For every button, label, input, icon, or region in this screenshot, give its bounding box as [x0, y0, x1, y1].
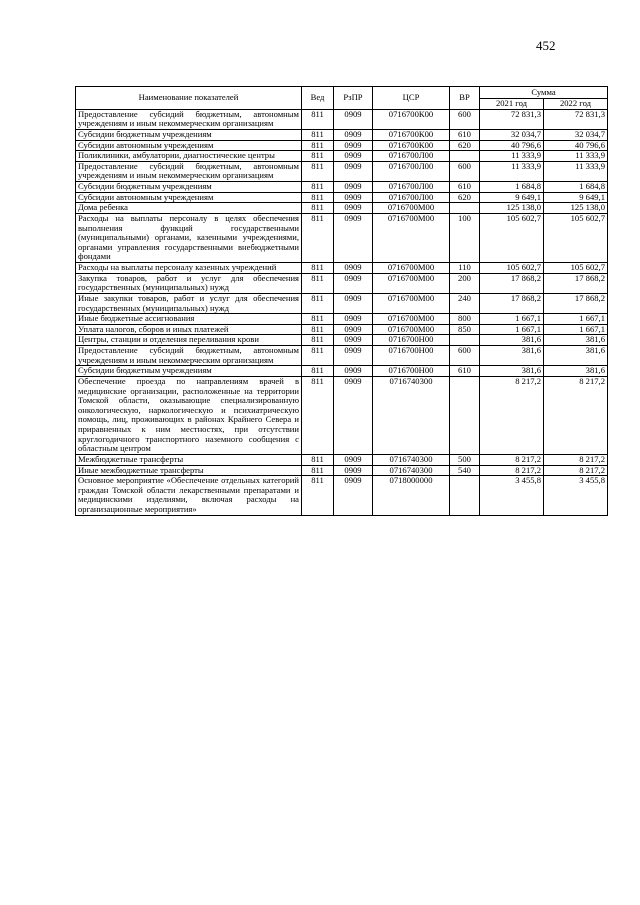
row-name: Субсидии автономным учреждениям — [76, 192, 302, 203]
row-rzpr: 0909 — [334, 203, 373, 214]
row-vr: 500 — [450, 454, 480, 465]
row-rzpr: 0909 — [334, 129, 373, 140]
header-year-2021: 2021 год — [480, 99, 544, 110]
row-amount-2021: 381,6 — [480, 335, 544, 346]
header-csr: ЦСР — [373, 87, 450, 110]
row-amount-2022: 8 217,2 — [544, 465, 608, 476]
row-amount-2022: 32 034,7 — [544, 129, 608, 140]
header-vr: ВР — [450, 87, 480, 110]
row-name: Дома ребенка — [76, 203, 302, 214]
row-vr: 620 — [450, 140, 480, 151]
row-amount-2022: 3 455,8 — [544, 476, 608, 516]
row-amount-2021: 105 602,7 — [480, 263, 544, 274]
row-amount-2021: 11 333,9 — [480, 161, 544, 181]
table-row — [76, 109, 608, 129]
row-amount-2021: 8 217,2 — [480, 454, 544, 465]
row-amount-2021: 8 217,2 — [480, 465, 544, 476]
row-amount-2022: 11 333,9 — [544, 151, 608, 162]
row-csr: 0716740300 — [373, 454, 450, 465]
row-rzpr: 0909 — [334, 151, 373, 162]
row-name: Центры, станции и отделения переливания крови — [76, 335, 302, 346]
row-amount-2022: 8 217,2 — [544, 454, 608, 465]
row-csr: 0716700К00 — [373, 140, 450, 151]
row-csr: 0716740300 — [373, 465, 450, 476]
row-amount-2022: 1 667,1 — [544, 314, 608, 325]
row-vr: 100 — [450, 213, 480, 262]
table-row — [76, 273, 608, 293]
row-ved: 811 — [302, 465, 334, 476]
row-vr: 600 — [450, 346, 480, 366]
table-body — [76, 109, 608, 515]
row-amount-2022: 17 868,2 — [544, 273, 608, 293]
row-csr: 0716700Л00 — [373, 161, 450, 181]
row-name: Расходы на выплаты персоналу в целях обеспечения выполнения функций государственными (муниципальными) органами, казенными учреждениями, органами управления государственными внебюджетными фондами — [76, 213, 302, 262]
row-name: Расходы на выплаты персоналу казенных учреждений — [76, 263, 302, 274]
row-ved: 811 — [302, 140, 334, 151]
row-csr: 0716700М00 — [373, 273, 450, 293]
row-amount-2022: 105 602,7 — [544, 213, 608, 262]
row-name: Субсидии бюджетным учреждениям — [76, 129, 302, 140]
table-row — [76, 324, 608, 335]
row-amount-2022: 9 649,1 — [544, 192, 608, 203]
row-amount-2021: 32 034,7 — [480, 129, 544, 140]
row-csr: 0716700М00 — [373, 324, 450, 335]
row-amount-2022: 1 667,1 — [544, 324, 608, 335]
row-rzpr: 0909 — [334, 213, 373, 262]
budget-table — [75, 86, 608, 516]
row-ved: 811 — [302, 161, 334, 181]
row-vr: 610 — [450, 182, 480, 193]
row-amount-2022: 381,6 — [544, 346, 608, 366]
row-amount-2022: 8 217,2 — [544, 376, 608, 454]
row-csr: 0716700М00 — [373, 213, 450, 262]
row-csr: 0716700Н00 — [373, 366, 450, 377]
row-rzpr: 0909 — [334, 273, 373, 293]
row-vr: 610 — [450, 129, 480, 140]
header-sum: Сумма — [480, 87, 608, 99]
row-rzpr: 0909 — [334, 109, 373, 129]
row-vr — [450, 151, 480, 162]
row-rzpr: 0909 — [334, 465, 373, 476]
row-ved: 811 — [302, 151, 334, 162]
row-ved: 811 — [302, 293, 334, 313]
row-csr: 0716700М00 — [373, 263, 450, 274]
row-amount-2021: 40 796,6 — [480, 140, 544, 151]
row-amount-2021: 3 455,8 — [480, 476, 544, 516]
row-amount-2022: 381,6 — [544, 366, 608, 377]
row-name: Закупка товаров, работ и услуг для обеспечения государственных (муниципальных) нужд — [76, 273, 302, 293]
row-vr: 600 — [450, 109, 480, 129]
row-amount-2022: 17 868,2 — [544, 293, 608, 313]
row-ved: 811 — [302, 273, 334, 293]
table-row — [76, 151, 608, 162]
row-name: Уплата налогов, сборов и иных платежей — [76, 324, 302, 335]
row-csr: 0716700К00 — [373, 129, 450, 140]
row-ved: 811 — [302, 335, 334, 346]
table-row — [76, 203, 608, 214]
row-amount-2022: 381,6 — [544, 335, 608, 346]
row-name: Иные бюджетные ассигнования — [76, 314, 302, 325]
row-vr: 800 — [450, 314, 480, 325]
row-vr: 600 — [450, 161, 480, 181]
row-amount-2021: 17 868,2 — [480, 273, 544, 293]
table-row — [76, 161, 608, 181]
row-csr: 0716700К00 — [373, 109, 450, 129]
row-amount-2021: 72 831,3 — [480, 109, 544, 129]
row-amount-2022: 125 138,0 — [544, 203, 608, 214]
row-amount-2021: 9 649,1 — [480, 192, 544, 203]
row-csr: 0716700М00 — [373, 293, 450, 313]
table-row — [76, 140, 608, 151]
row-rzpr: 0909 — [334, 161, 373, 181]
row-name: Иные закупки товаров, работ и услуг для обеспечения государственных (муниципальных) нужд — [76, 293, 302, 313]
row-amount-2021: 17 868,2 — [480, 293, 544, 313]
row-vr: 110 — [450, 263, 480, 274]
table-row — [76, 182, 608, 193]
row-amount-2021: 381,6 — [480, 366, 544, 377]
table-row — [76, 346, 608, 366]
table-row — [76, 376, 608, 454]
table-row — [76, 314, 608, 325]
row-rzpr: 0909 — [334, 293, 373, 313]
row-amount-2021: 1 684,8 — [480, 182, 544, 193]
row-name: Предоставление субсидий бюджетным, автономным учреждениям и иным некоммерческим организациям — [76, 161, 302, 181]
row-vr — [450, 476, 480, 516]
row-rzpr: 0909 — [334, 263, 373, 274]
row-csr: 0716700Л00 — [373, 182, 450, 193]
row-csr: 0718000000 — [373, 476, 450, 516]
table-row — [76, 366, 608, 377]
row-ved: 811 — [302, 476, 334, 516]
row-vr: 610 — [450, 366, 480, 377]
page-number: 452 — [536, 38, 556, 53]
row-rzpr: 0909 — [334, 182, 373, 193]
row-amount-2022: 1 684,8 — [544, 182, 608, 193]
row-name: Межбюджетные трансферты — [76, 454, 302, 465]
row-amount-2021: 381,6 — [480, 346, 544, 366]
row-vr — [450, 376, 480, 454]
row-amount-2021: 125 138,0 — [480, 203, 544, 214]
row-csr: 0716700Н00 — [373, 346, 450, 366]
table-row — [76, 293, 608, 313]
row-csr: 0716700М00 — [373, 314, 450, 325]
row-ved: 811 — [302, 192, 334, 203]
row-ved: 811 — [302, 203, 334, 214]
row-rzpr: 0909 — [334, 335, 373, 346]
row-amount-2021: 11 333,9 — [480, 151, 544, 162]
row-amount-2022: 11 333,9 — [544, 161, 608, 181]
row-ved: 811 — [302, 129, 334, 140]
row-ved: 811 — [302, 454, 334, 465]
header-ved: Вед — [302, 87, 334, 110]
row-amount-2022: 72 831,3 — [544, 109, 608, 129]
row-vr: 200 — [450, 273, 480, 293]
table-row — [76, 263, 608, 274]
row-vr — [450, 203, 480, 214]
row-name: Предоставление субсидий бюджетным, автономным учреждениям и иным некоммерческим организациям — [76, 109, 302, 129]
row-amount-2021: 1 667,1 — [480, 324, 544, 335]
row-vr: 240 — [450, 293, 480, 313]
row-name: Субсидии бюджетным учреждениям — [76, 182, 302, 193]
row-amount-2021: 105 602,7 — [480, 213, 544, 262]
table-row — [76, 192, 608, 203]
row-ved: 811 — [302, 182, 334, 193]
row-amount-2022: 40 796,6 — [544, 140, 608, 151]
row-name: Обеспечение проезда по направлениям врачей в медицинские организации, расположенные на территории Томской области, оказывающие специализированную онкологическую, наркологическую и психиатрическую помощь, лиц, проживающих в районах Крайнего Севера и приравненных к ним местностях, при отсутствии круглогодичного транспортного наземного сообщения с областным центром — [76, 376, 302, 454]
row-csr: 0716740300 — [373, 376, 450, 454]
row-ved: 811 — [302, 109, 334, 129]
row-name: Субсидии автономным учреждениям — [76, 140, 302, 151]
row-vr: 620 — [450, 192, 480, 203]
row-ved: 811 — [302, 324, 334, 335]
header-name: Наименование показателей — [76, 87, 302, 110]
row-rzpr: 0909 — [334, 314, 373, 325]
row-csr: 0716700Л00 — [373, 192, 450, 203]
row-name: Иные межбюджетные трансферты — [76, 465, 302, 476]
row-ved: 811 — [302, 263, 334, 274]
row-vr: 540 — [450, 465, 480, 476]
table-row — [76, 213, 608, 262]
header-year-2022: 2022 год — [544, 99, 608, 110]
row-amount-2022: 105 602,7 — [544, 263, 608, 274]
table-row — [76, 335, 608, 346]
row-rzpr: 0909 — [334, 376, 373, 454]
row-amount-2021: 8 217,2 — [480, 376, 544, 454]
row-ved: 811 — [302, 314, 334, 325]
row-ved: 811 — [302, 213, 334, 262]
header-rzpr: РзПР — [334, 87, 373, 110]
row-csr: 0716700Л00 — [373, 151, 450, 162]
row-rzpr: 0909 — [334, 346, 373, 366]
row-rzpr: 0909 — [334, 140, 373, 151]
row-name: Предоставление субсидий бюджетным, автономным учреждениям и иным некоммерческим организациям — [76, 346, 302, 366]
table-row — [76, 465, 608, 476]
table-row — [76, 129, 608, 140]
row-vr — [450, 335, 480, 346]
row-csr: 0716700М00 — [373, 203, 450, 214]
row-csr: 0716700Н00 — [373, 335, 450, 346]
row-ved: 811 — [302, 346, 334, 366]
row-amount-2021: 1 667,1 — [480, 314, 544, 325]
table-row — [76, 454, 608, 465]
row-ved: 811 — [302, 366, 334, 377]
row-rzpr: 0909 — [334, 192, 373, 203]
row-name: Субсидии бюджетным учреждениям — [76, 366, 302, 377]
row-vr: 850 — [450, 324, 480, 335]
row-name: Поликлиники, амбулатории, диагностические центры — [76, 151, 302, 162]
table-row — [76, 476, 608, 516]
row-rzpr: 0909 — [334, 454, 373, 465]
row-rzpr: 0909 — [334, 476, 373, 516]
row-rzpr: 0909 — [334, 324, 373, 335]
row-ved: 811 — [302, 376, 334, 454]
row-name: Основное мероприятие «Обеспечение отдельных категорий граждан Томской области лекарственными препаратами и медицинскими изделиями, включая расходы на организационные мероприятия» — [76, 476, 302, 516]
row-rzpr: 0909 — [334, 366, 373, 377]
